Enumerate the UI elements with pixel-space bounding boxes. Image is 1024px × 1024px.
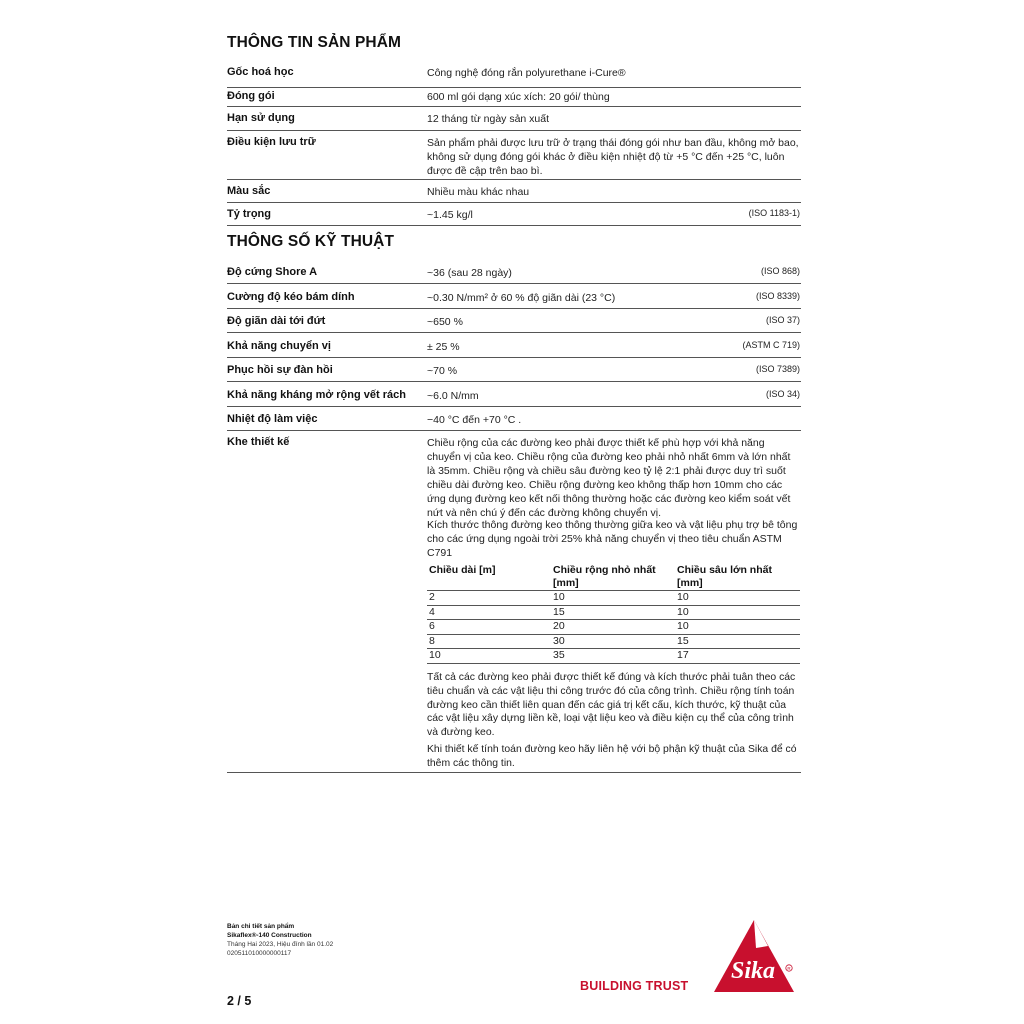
row-storage <box>227 136 801 180</box>
row-value: Nhiều màu khác nhau <box>427 186 530 198</box>
row-label: Khe thiết kế <box>227 436 290 448</box>
row-standard: (ISO 868) <box>760 266 800 276</box>
table-row <box>427 634 800 649</box>
sika-logo-icon <box>712 918 796 994</box>
table-cell: 2 <box>427 591 551 606</box>
row-label: Khả năng chuyển vị <box>227 340 331 352</box>
row-label: Nhiệt độ làm việc <box>227 413 318 425</box>
row-label: Độ cứng Shore A <box>227 266 318 278</box>
row-label: Đóng gói <box>227 90 275 102</box>
row-standard: (ISO 7389) <box>755 364 800 374</box>
tech-specs-title: THÔNG SỐ KỸ THUẬT <box>227 233 395 250</box>
table-cell: 17 <box>675 649 800 664</box>
row-standard: (ISO 37) <box>765 315 800 325</box>
row-label: Điều kiện lưu trữ <box>227 136 316 148</box>
table-row <box>427 649 800 664</box>
row-label: Hạn sử dụng <box>227 112 295 124</box>
table-header-row <box>427 564 800 591</box>
footer-doc-number: 020511010000000117 <box>227 950 292 957</box>
table-cell: 8 <box>427 634 551 649</box>
row-label: Màu sắc <box>227 185 271 197</box>
table-cell: 10 <box>551 591 675 606</box>
table-cell: 10 <box>675 591 800 606</box>
row-shore-hardness <box>227 266 801 284</box>
row-tensile-adhesion <box>227 291 801 309</box>
table-cell: 30 <box>551 634 675 649</box>
table-cell: 35 <box>551 649 675 664</box>
joint-dimension-table <box>427 564 800 664</box>
table-header: Chiều dài [m] <box>427 564 551 591</box>
joint-design-paragraph-2: Kích thước thông đường keo thông thường giữa keo và vật liệu phụ trợ bê tông cho các ứng dụng ngoài trời 25% khả năng chuyển vị theo tiêu chuẩn ASTM C791 <box>427 519 798 559</box>
row-standard: (ASTM C 719) <box>742 340 800 350</box>
row-value: 600 ml gói dạng xúc xích: 20 gói/ thùng <box>427 91 610 103</box>
row-standard: (ISO 8339) <box>755 291 800 301</box>
table-cell: 10 <box>427 649 551 664</box>
row-standard: (ISO 1183-1) <box>748 208 800 218</box>
row-value: ~70 % <box>427 365 458 377</box>
product-info-title: THÔNG TIN SẢN PHẨM <box>227 34 402 51</box>
row-label: Khả năng kháng mở rộng vết rách <box>227 389 406 401</box>
row-value: ~36 (sau 28 ngày) <box>427 267 512 279</box>
row-elastic-recovery <box>227 364 801 382</box>
row-elongation <box>227 315 801 333</box>
row-value: −40 °C đến +70 °C . <box>427 414 522 426</box>
table-header: Chiều sâu lớn nhất [mm] <box>675 564 800 591</box>
sika-logo-text: Sika <box>730 958 776 984</box>
table-cell: 10 <box>675 605 800 620</box>
joint-design-paragraph-1: Chiều rộng của các đường keo phải được thiết kế phù hợp với khả năng chuyển vị của keo. Chiều rộng của đường keo phải nhỏ nhất 6mm và lớn nhất là 35mm. Chiều rộng và chiều sâu đường keo tỷ lệ 2:1 phải được duy trì suốt chiều dài đường keo. Chiều rộng đường keo không thấp hơn 10mm cho các ứng dụng đường keo kết nối thông thường hoặc các đường keo kiểm soát vết nứt và nên chú ý đến các đường không chuyển vị. <box>427 437 791 519</box>
table-cell: 15 <box>551 605 675 620</box>
footer-product-name: Sikaflex®-140 Construction <box>227 932 312 939</box>
row-packaging <box>227 90 801 107</box>
row-label: Tỷ trọng <box>227 208 271 220</box>
row-label: Gốc hoá học <box>227 66 294 78</box>
row-value: ~650 % <box>427 316 463 328</box>
row-movement-capability <box>227 340 801 358</box>
row-tear-resistance <box>227 389 801 407</box>
table-row <box>427 620 800 635</box>
footer-revision: Tháng Hai 2023, Hiệu đính lần 01.02 <box>227 941 334 948</box>
table-row <box>427 605 800 620</box>
row-value: Sản phẩm phải được lưu trữ ở trạng thái đóng gói như ban đầu, không mở bao, không sử dụng đóng gói khác ở điều kiện nhiệt độ từ +5 °C đến +25 °C, luôn được đề cập trên bao bì. <box>427 137 799 177</box>
row-value: ~0.30 N/mm² ở 60 % độ giãn dài (23 °C) <box>427 292 616 304</box>
table-cell: 4 <box>427 605 551 620</box>
footer-doc-type: Bản chi tiết sản phẩm <box>227 923 295 930</box>
table-cell: 10 <box>675 620 800 635</box>
table-header: Chiều rộng nhỏ nhất [mm] <box>551 564 675 591</box>
row-chemical-base <box>227 66 801 88</box>
row-label: Phục hồi sự đàn hồi <box>227 364 333 376</box>
row-service-temperature <box>227 413 801 431</box>
table-row <box>427 591 800 606</box>
table-cell: 20 <box>551 620 675 635</box>
row-standard: (ISO 34) <box>765 389 800 399</box>
building-trust-tagline: BUILDING TRUST <box>580 979 689 993</box>
page-number: 2 / 5 <box>227 994 252 1008</box>
row-value: ± 25 % <box>427 341 460 353</box>
table-cell: 6 <box>427 620 551 635</box>
row-value: ~1.45 kg/l <box>427 209 473 221</box>
row-value: 12 tháng từ ngày sản xuất <box>427 113 550 125</box>
row-density <box>227 208 801 226</box>
row-value: ~6.0 N/mm <box>427 390 479 402</box>
row-shelf-life <box>227 112 801 131</box>
row-label: Độ giãn dài tới đứt <box>227 315 326 327</box>
joint-design-paragraph-4: Khi thiết kế tính toán đường keo hãy liên hệ với bộ phận kỹ thuật của Sika để có thêm các thông tin. <box>427 744 797 769</box>
document-footer <box>227 922 333 958</box>
joint-design-paragraph-3: Tất cả các đường keo phải được thiết kế đúng và kích thước phải tuân theo các tiêu chuẩn và các vật liệu thi công trước đó của công trình. Chiều rộng tính toán đường keo cần thiết liên quan đến các giá trị kết cấu, kích thước, kỹ thuật của các vật liệu xây dựng liền kề, loại vật liệu keo và điều kiện cụ thể của công trình và đường keo. <box>427 672 796 739</box>
svg-text:R: R <box>787 965 791 971</box>
row-value: Công nghệ đóng rắn polyurethane i-Cure® <box>427 67 626 79</box>
table-cell: 15 <box>675 634 800 649</box>
row-label: Cường độ kéo bám dính <box>227 291 355 303</box>
row-color <box>227 185 801 203</box>
